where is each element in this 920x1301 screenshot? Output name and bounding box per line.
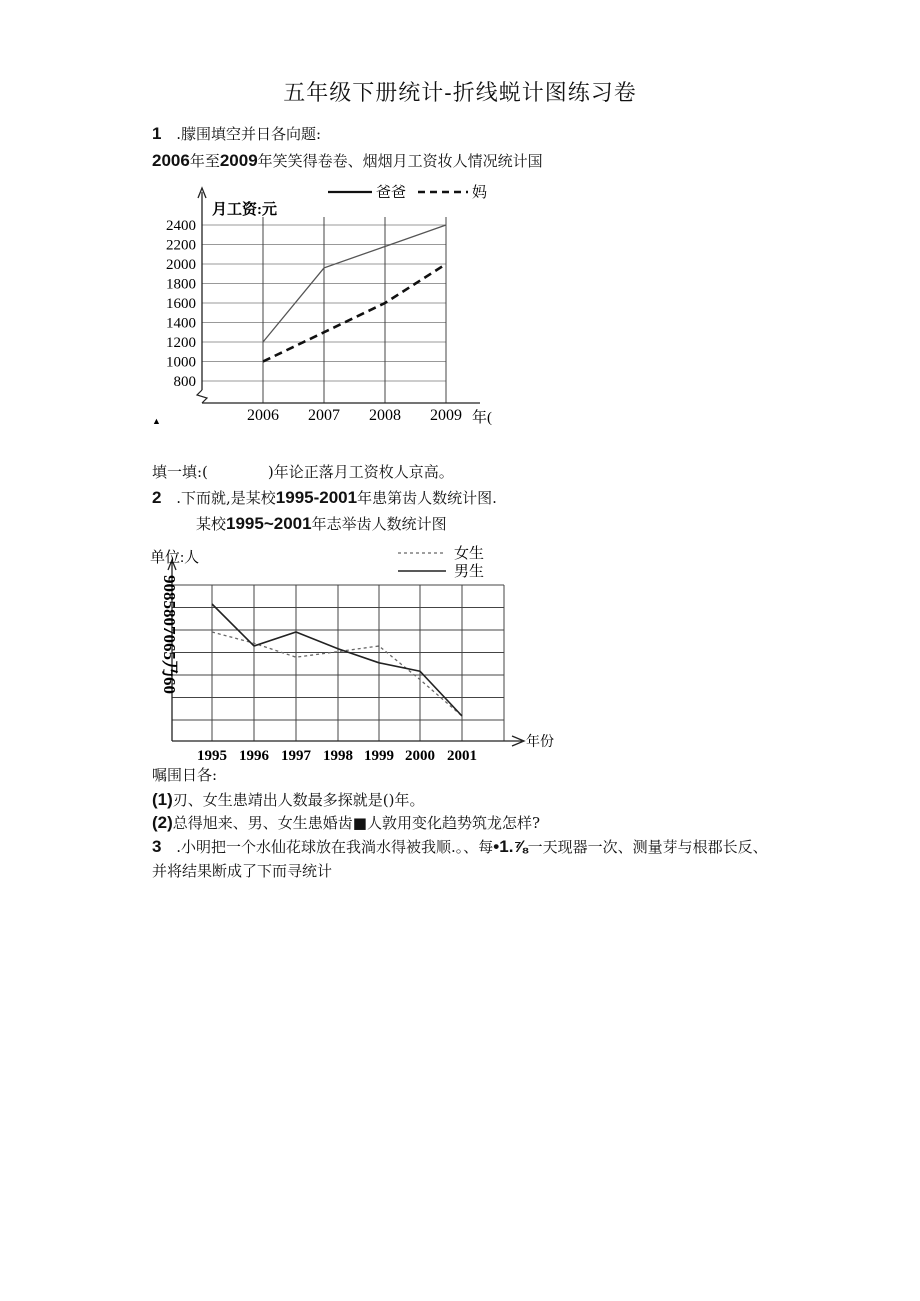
x-axis-title-fragment: 年( [472, 410, 492, 426]
y-tick-label: 2200 [166, 237, 196, 254]
x-tick-label: 2008 [369, 407, 401, 424]
q2-sub2-line [152, 812, 540, 833]
y-axis-title: 月工资:元 [212, 202, 277, 218]
q1-heading-year1: 2006 [152, 151, 190, 170]
q1-heading-mid: 年至 [189, 152, 220, 170]
q2-prompt-years: 1995-2001 [275, 488, 358, 507]
q2-prompt-end: 年患第齿人数统计图. [357, 489, 497, 507]
y-tick-label: 800 [173, 374, 196, 390]
q2-sub2-end: 人敦用变化趋势筑龙怎样? [366, 814, 541, 832]
y-tick-labels-rotated: 9085807065乃60 [160, 575, 179, 694]
y-tick-label: 1200 [166, 335, 196, 351]
y-tick-label: 2400 [166, 218, 196, 234]
q3-text-start: .小明把一个水仙花球放在我淌水得被我顺.。、每 [176, 838, 494, 856]
q1-heading-rest: 年笑笑得卷卷、烟烟月工资妆人情况统计国 [257, 152, 543, 170]
salary-line-chart [150, 178, 495, 428]
x-tick-label: 1996 [239, 748, 269, 764]
y-tick-label: 1600 [166, 296, 196, 312]
x-tick-label: 2009 [430, 407, 462, 424]
q2-prompt-line [152, 487, 497, 508]
page-title: 五年级下册统计-折线蜕计图练习卷 [283, 81, 637, 106]
axis-break-mark [197, 390, 207, 403]
q2-chart-title-end: 年志举齿人数统计图 [311, 515, 447, 533]
q2-sub2-number: (2) [152, 813, 173, 832]
legend-label-girls: 女生 [454, 546, 485, 562]
y-tick-label: 1400 [166, 315, 196, 332]
q2-sub2-start: 总得旭来、男、女生患婚齿 [172, 814, 353, 832]
x-tick-label: 2007 [308, 407, 340, 424]
legend-label-boys: 男生 [454, 564, 485, 580]
q1-number: 1 [152, 124, 162, 143]
q2-number: 2 [152, 488, 162, 507]
q1-prompt: .朦围填空并日各向题: [176, 125, 322, 143]
q2-sub1-number: (1) [152, 790, 173, 809]
legend-label-mama: 妈 [472, 185, 488, 201]
y-axis-title: 单位:人 [150, 550, 200, 566]
q3-line2: 并将结果断成了下而寻统计 [152, 862, 333, 880]
q1-fill-line [152, 461, 454, 482]
q2-chart-title [196, 513, 447, 534]
q1-fill-prefix: 填一填:( [152, 463, 208, 481]
y-tick-label: 1800 [166, 276, 196, 293]
x-tick-label: 1997 [281, 748, 311, 764]
x-tick-label: 1995 [197, 748, 227, 764]
x-tick-label: 1999 [364, 748, 394, 764]
x-tick-label: 2000 [405, 748, 435, 764]
legend-label-baba: 爸爸 [376, 185, 407, 201]
y-tick-label: 1000 [166, 354, 196, 371]
q3-text-mid: •1.⅞ [493, 837, 528, 856]
x-tick-label: 2006 [247, 407, 279, 424]
series-line-boys [212, 604, 462, 716]
series-line-girls [212, 632, 462, 716]
q3-line1 [152, 836, 768, 857]
q1-heading-year2: 2009 [219, 151, 258, 170]
tooth-decay-line-chart [150, 540, 560, 765]
q2-chart-title-years: 1995~2001 [226, 514, 312, 533]
x-tick-label: 1998 [323, 748, 353, 764]
q2-sub2-block: ■ [352, 814, 367, 832]
series-line-mama [263, 264, 446, 362]
q2-chart-title-start: 某校 [196, 515, 227, 533]
q1-fill-suffix: )年论正落月工资枚人京高。 [267, 463, 454, 481]
q3-number: 3 [152, 837, 162, 856]
corner-mark: ▲ [152, 416, 161, 426]
x-tick-label: 2001 [447, 748, 477, 764]
q2-answer-heading: 嘱围日各: [152, 766, 218, 784]
q2-sub1-text: 刃、女生患靖出人数最多探就是()年。 [172, 791, 425, 809]
q2-sub1-line [152, 789, 425, 810]
x-axis-title: 年份 [526, 735, 554, 750]
q3-text-end: 一天现器一次、测量芽与根郡长反、 [527, 838, 768, 856]
q2-prompt-start: .下而就,是某校 [176, 489, 276, 507]
q1-chart-heading [152, 150, 543, 171]
q1-prompt-line [152, 123, 321, 144]
y-tick-label: 2000 [166, 257, 196, 273]
